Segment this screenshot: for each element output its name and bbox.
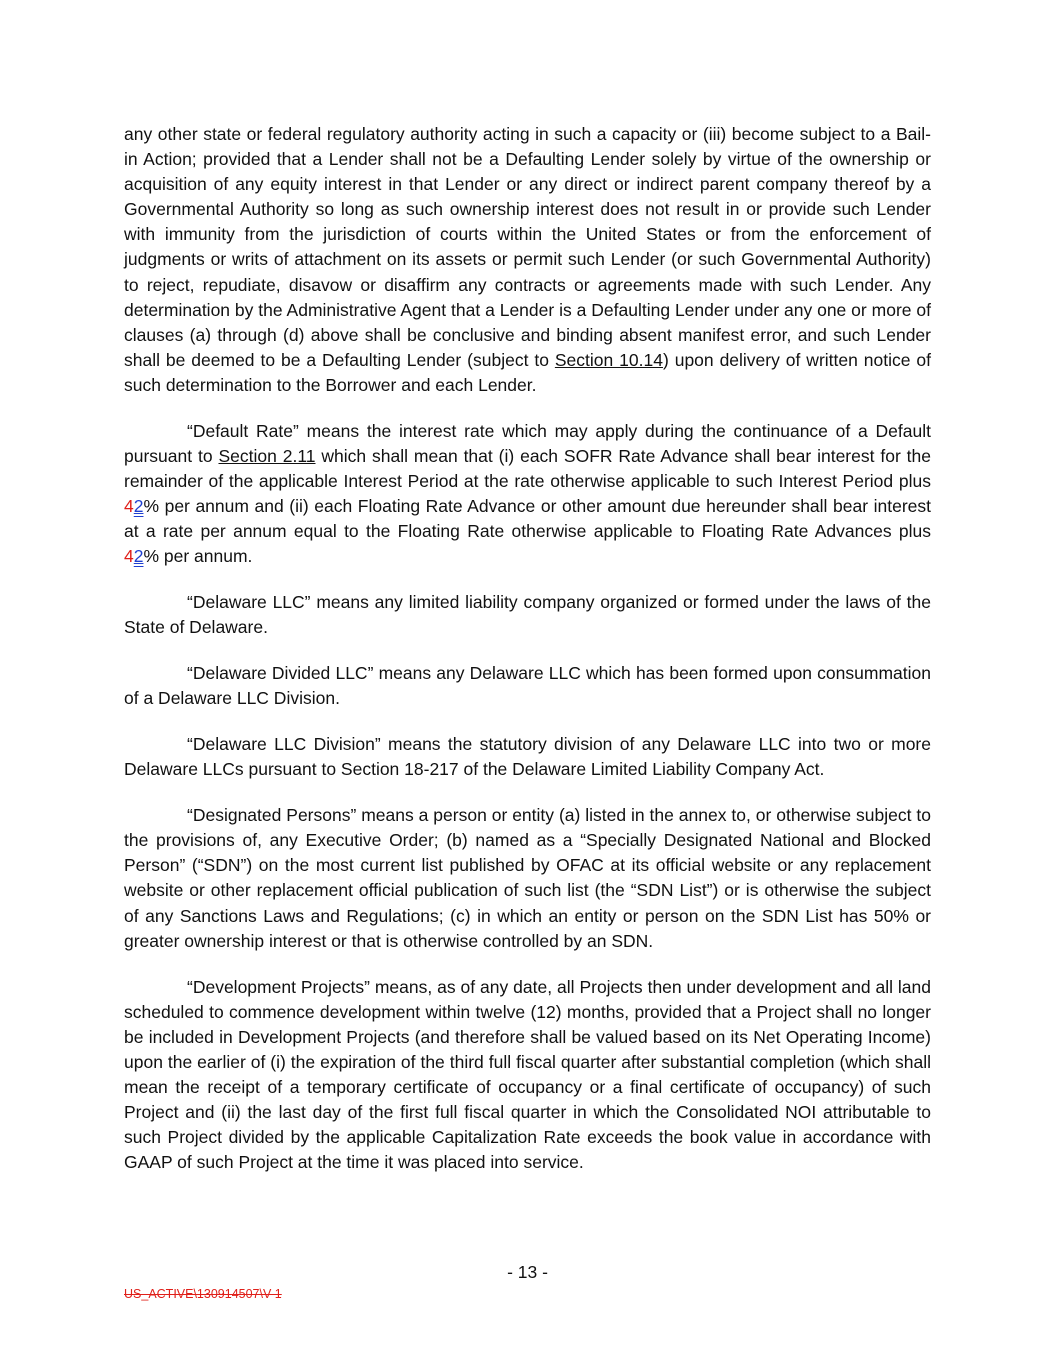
deleted-text: 4 [124, 496, 134, 517]
inserted-text: 2 [133, 496, 144, 517]
text-run: “Default Rate” means the interest rate which may apply during the continuance of a Default pursuant to [124, 420, 931, 466]
text-run: ) upon delivery of written notice of such determination to the Borrower and each Lender. [124, 349, 931, 395]
section-reference: Section 10.14 [554, 349, 663, 370]
deleted-text: 4 [124, 546, 134, 567]
document-body [124, 122, 931, 1175]
definition-default-rate [124, 419, 931, 570]
text-run: % per annum and (ii) each Floating Rate Advance or other amount due hereunder shall bear interest at a rate per annum equal to the Floating Rate otherwise applicable to Floating Rate Advances plus [124, 496, 931, 542]
text-run: % per annum. [143, 546, 253, 567]
definition-delaware-llc-division: “Delaware LLC Division” means the statutory division of any Delaware LLC into two or more Delaware LLCs pursuant to Section 18-217 of the Delaware Limited Liability Company Act. [124, 734, 931, 780]
definition-delaware-divided-llc: “Delaware Divided LLC” means any Delaware LLC which has been formed upon consummation of a Delaware LLC Division. [124, 663, 931, 709]
definition-designated-persons: “Designated Persons” means a person or entity (a) listed in the annex to, or otherwise subject to the provisions of, any Executive Order; (b) named as a “Specially Designated National and Blocked Person” (“SDN”) on the most current list published by OFAC at its official website or any replacement website or other replacement official publication of such list (the “SDN List”) or is otherwise the subject of any Sanctions Laws and Regulations; (c) in which an entity or person on the SDN List has 50% or greater ownership interest or that is otherwise controlled by an SDN. [124, 805, 931, 951]
section-reference: Section 2.11 [218, 445, 316, 466]
text-run: which shall mean that (i) each SOFR Rate Advance shall bear interest for the remainder of the applicable Interest Period at the rate otherwise applicable to such Interest Period plus [124, 445, 932, 492]
text-run: any other state or federal regulatory authority acting in such a capacity or (iii) become subject to a Bail-in Action; provided that a Lender shall not be a Defaulting Lender solely by virtue of the ownership or acquisition of any equity interest in that Lender or any direct or indirect parent company thereof by a Governmental Authority so long as such ownership interest does not result in or provide such Lender with immunity from the jurisdiction of courts within the United States or from the enforcement of judgments or writs of attachment on its assets or permit such Lender (or such Governmental Authority) to reject, repudiate, disavow or disaffirm any contracts or agreements made with such Lender. Any determination by the Administrative Agent that a Lender is a Defaulting Lender under any one or more of clauses (a) through (d) above shall be conclusive and binding absent manifest error, and such Lender shall be deemed to be a Defaulting Lender (subject to [124, 124, 931, 370]
paragraph-defaulting-lender-continued [124, 122, 931, 398]
definition-delaware-llc: “Delaware LLC” means any limited liability company organized or formed under the laws of the State of Delaware. [124, 592, 931, 638]
document-id-footer: US_ACTIVE\130914507\V-1 [124, 1287, 282, 1301]
definition-development-projects: “Development Projects” means, as of any date, all Projects then under development and all land scheduled to commence development within twelve (12) months, provided that a Project shall no longer be included in Development Projects (and therefore shall be valued based on its Net Operating Income) upon the earlier of (i) the expiration of the third full fiscal quarter after substantial completion (which shall mean the receipt of a temporary certificate of occupancy or a final certificate of occupancy) of such Project and (ii) the last day of the first full fiscal quarter in which the Consolidated NOI attributable to such Project divided by the applicable Capitalization Rate exceeds the book value in accordance with GAAP of such Project at the time it was placed into service. [124, 976, 931, 1173]
page-number: - 13 - [507, 1262, 548, 1282]
inserted-text: 2 [133, 546, 144, 567]
